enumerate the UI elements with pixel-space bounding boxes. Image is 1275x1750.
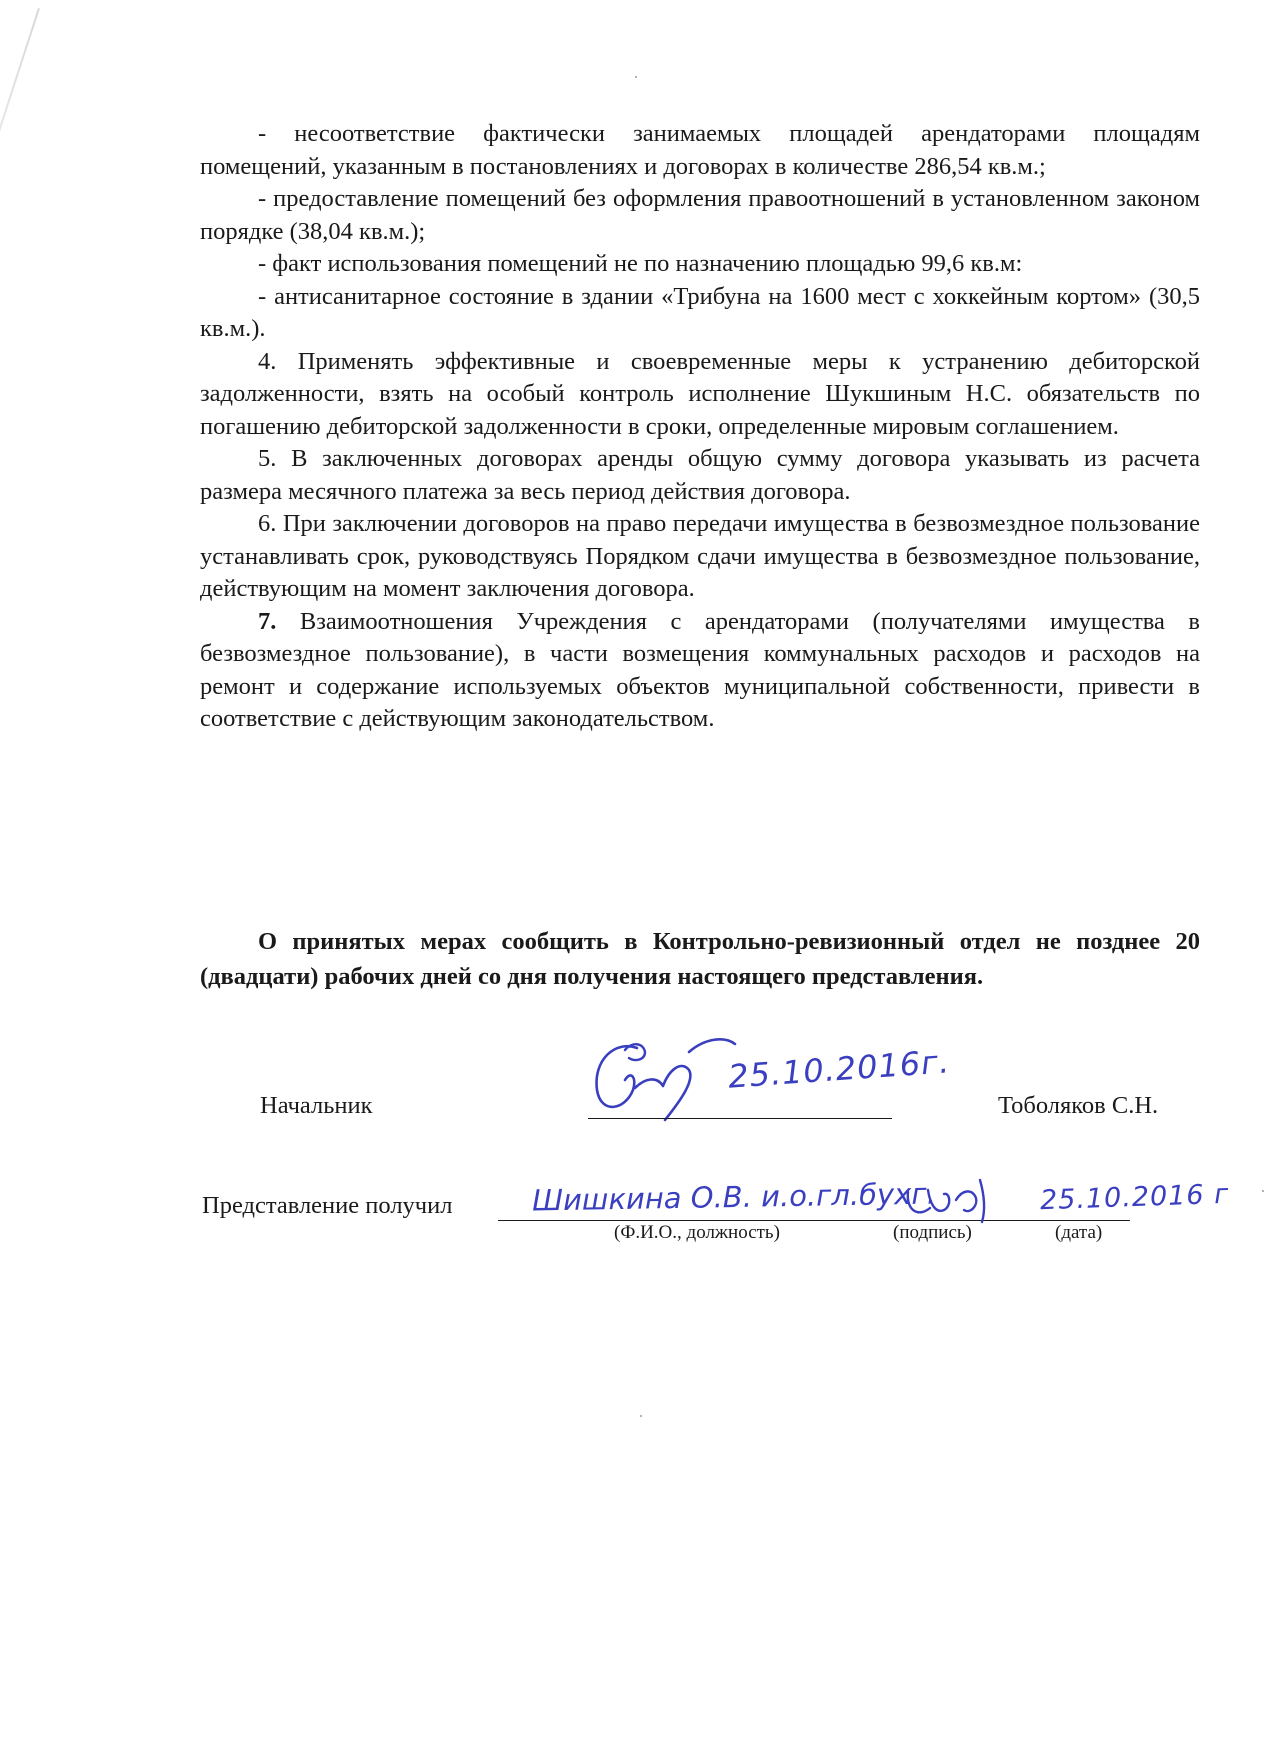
scan-speck <box>1262 1190 1264 1192</box>
bullet-unsanitary: - антисанитарное состояние в здании «Трибуна на 1600 мест с хоккейным кортом» (30,5 кв.м.). <box>200 282 1200 342</box>
item-7-number: 7. <box>258 607 277 635</box>
caption-fio: (Ф.И.О., должность) <box>614 1222 780 1243</box>
receipt-date-handwritten: 25.10.2016 г <box>1039 1178 1230 1217</box>
item-7-text: Взаимоотношения Учреждения с арендаторами (получателями имущества в безвозмездное пользование), в части возмещения коммунальных расходов и расходов на ремонт и содержание используемых объектов муниципальной собственности, привести в соответствие с действующим законодательством. <box>200 607 1200 732</box>
signer-role: Начальник <box>260 1092 373 1119</box>
receipt-fio-handwritten: Шишкина О.В. и.о.гл.бухг. <box>531 1176 937 1218</box>
bullet-no-legal-basis: - предоставление помещений без оформления правоотношений в установленном законом порядке (38,04 кв.м.); <box>200 185 1200 245</box>
receipt-signature-image <box>900 1170 1010 1230</box>
item-7 <box>200 606 1200 736</box>
receipt-line <box>498 1220 1130 1221</box>
bullet-area-mismatch: - несоответствие фактически занимаемых площадей арендаторами площадям помещений, указанным в постановлениях и договорах в количестве 286,54 кв.м.; <box>200 120 1200 180</box>
item-6: 6. При заключении договоров на право передачи имущества в безвозмездное пользование устанавливать срок, руководствуясь Порядком сдачи имущества в безвозмездное пользование, действующим на момент заключения договора. <box>200 510 1200 602</box>
scan-artifact-line <box>0 8 40 199</box>
bullet-misuse: - факт использования помещений не по назначению площадью 99,6 кв.м: <box>258 250 1023 277</box>
caption-date: (дата) <box>1055 1222 1103 1243</box>
item-5: 5. В заключенных договорах аренды общую сумму договора указывать из расчета размера месячного платежа за весь период действия договора. <box>200 445 1200 505</box>
signature-line <box>588 1118 892 1119</box>
notice-paragraph: О принятых мерах сообщить в Контрольно-ревизионный отдел не позднее 20 (двадцати) рабочих дней со дня получения настоящего представления. <box>200 928 1200 990</box>
receipt-label: Представление получил <box>202 1192 453 1219</box>
document-body <box>200 118 1200 736</box>
item-4: 4. Применять эффективные и своевременные меры к устранению дебиторской задолженности, взять на особый контроль исполнение Шукшиным Н.С. обязательств по погашению дебиторской задолженности в сроки, определенные мировым соглашением. <box>200 347 1200 440</box>
caption-signature: (подпись) <box>893 1222 972 1243</box>
signer-name: Тоболяков С.Н. <box>998 1092 1159 1119</box>
scan-speck <box>640 1415 642 1417</box>
signature-date-handwritten: 25.10.2016г. <box>726 1042 952 1096</box>
scan-speck <box>635 76 637 78</box>
